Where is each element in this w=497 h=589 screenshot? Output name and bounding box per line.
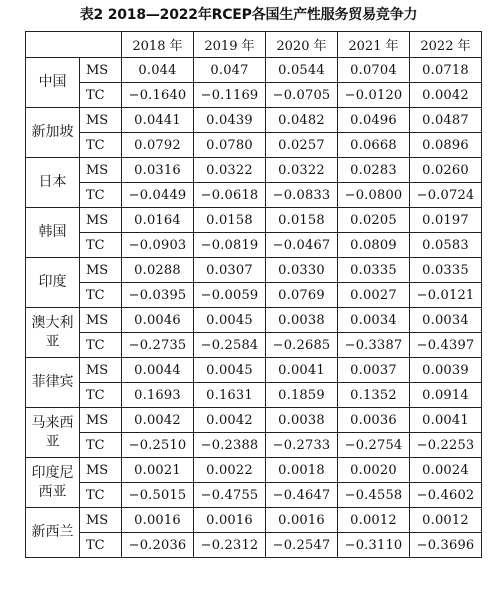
tc-value-cell: 0.0027 (338, 283, 410, 308)
ms-value-cell: 0.0704 (338, 58, 410, 83)
ms-value-cell: 0.0544 (266, 58, 338, 83)
metric-label-tc: TC (80, 283, 122, 308)
table-caption: 表2 2018—2022年RCEP各国生产性服务贸易竞争力 (79, 7, 418, 23)
ms-value-cell: 0.0044 (122, 358, 194, 383)
tc-value-cell: −0.2547 (266, 533, 338, 558)
year-header: 2021 年 (338, 32, 410, 58)
tc-value-cell: −0.2312 (194, 533, 266, 558)
tc-value-cell: 0.0809 (338, 233, 410, 258)
tc-value-cell: 0.0792 (122, 133, 194, 158)
tc-value-cell: −0.1169 (194, 83, 266, 108)
ms-value-cell: 0.0496 (338, 108, 410, 133)
tc-value-cell: 0.0042 (410, 83, 482, 108)
metric-label-tc: TC (80, 83, 122, 108)
ms-value-cell: 0.0288 (122, 258, 194, 283)
ms-value-cell: 0.0283 (338, 158, 410, 183)
tc-value-cell: −0.2388 (194, 433, 266, 458)
ms-value-cell: 0.0042 (194, 408, 266, 433)
table-row-tc (26, 483, 482, 508)
ms-value-cell: 0.0260 (410, 158, 482, 183)
tc-value-cell: −0.3387 (338, 333, 410, 358)
tc-value-cell: −0.2510 (122, 433, 194, 458)
table-row-ms (26, 208, 482, 233)
ms-value-cell: 0.0335 (338, 258, 410, 283)
table-body (26, 58, 482, 558)
table-row-ms (26, 458, 482, 483)
country-cell: 新加坡 (26, 108, 80, 158)
country-cell: 新西兰 (26, 508, 80, 558)
tc-value-cell: −0.0395 (122, 283, 194, 308)
country-cell: 韩国 (26, 208, 80, 258)
ms-value-cell: 0.0045 (194, 308, 266, 333)
ms-value-cell: 0.0016 (194, 508, 266, 533)
ms-value-cell: 0.0205 (338, 208, 410, 233)
metric-label-ms: MS (80, 408, 122, 433)
ms-value-cell: 0.0158 (194, 208, 266, 233)
table-row-tc (26, 83, 482, 108)
tc-value-cell: 0.1352 (338, 383, 410, 408)
tc-value-cell: 0.0914 (410, 383, 482, 408)
ms-value-cell: 0.0022 (194, 458, 266, 483)
ms-value-cell: 0.0012 (338, 508, 410, 533)
header-row (26, 32, 482, 58)
metric-label-ms: MS (80, 158, 122, 183)
tc-value-cell: 0.1693 (122, 383, 194, 408)
tc-value-cell: 0.0668 (338, 133, 410, 158)
ms-value-cell: 0.0487 (410, 108, 482, 133)
tc-value-cell: −0.4397 (410, 333, 482, 358)
ms-value-cell: 0.0034 (338, 308, 410, 333)
metric-label-tc: TC (80, 133, 122, 158)
table-row-ms (26, 408, 482, 433)
tc-value-cell: −0.0120 (338, 83, 410, 108)
tc-value-cell: 0.0257 (266, 133, 338, 158)
tc-value-cell: 0.0780 (194, 133, 266, 158)
country-cell: 马来西亚 (26, 408, 80, 458)
ms-value-cell: 0.0020 (338, 458, 410, 483)
tc-value-cell: −0.4602 (410, 483, 482, 508)
tc-value-cell: −0.5015 (122, 483, 194, 508)
table-row-tc (26, 133, 482, 158)
table-row-tc (26, 433, 482, 458)
tc-value-cell: −0.4755 (194, 483, 266, 508)
table-row-ms (26, 258, 482, 283)
metric-label-ms: MS (80, 58, 122, 83)
tc-value-cell: −0.3110 (338, 533, 410, 558)
country-cell: 澳大利亚 (26, 308, 80, 358)
tc-value-cell: 0.1859 (266, 383, 338, 408)
table-row-tc (26, 333, 482, 358)
table-row-tc (26, 383, 482, 408)
metric-label-ms: MS (80, 208, 122, 233)
ms-value-cell: 0.0041 (410, 408, 482, 433)
tc-value-cell: −0.0903 (122, 233, 194, 258)
tc-value-cell: −0.2685 (266, 333, 338, 358)
metric-label-ms: MS (80, 258, 122, 283)
ms-value-cell: 0.047 (194, 58, 266, 83)
ms-value-cell: 0.0307 (194, 258, 266, 283)
ms-value-cell: 0.0038 (266, 308, 338, 333)
year-header: 2020 年 (266, 32, 338, 58)
ms-value-cell: 0.0046 (122, 308, 194, 333)
metric-label-ms: MS (80, 458, 122, 483)
ms-value-cell: 0.0039 (410, 358, 482, 383)
metric-label-tc: TC (80, 433, 122, 458)
metric-label-ms: MS (80, 108, 122, 133)
tc-value-cell: −0.2754 (338, 433, 410, 458)
ms-value-cell: 0.0322 (194, 158, 266, 183)
tc-value-cell: −0.1640 (122, 83, 194, 108)
metric-label-ms: MS (80, 358, 122, 383)
ms-value-cell: 0.0012 (410, 508, 482, 533)
year-header: 2019 年 (194, 32, 266, 58)
metric-label-tc: TC (80, 233, 122, 258)
ms-value-cell: 0.0482 (266, 108, 338, 133)
table-row-tc (26, 233, 482, 258)
metric-label-ms: MS (80, 508, 122, 533)
competitiveness-table (25, 31, 482, 558)
tc-value-cell: −0.0059 (194, 283, 266, 308)
tc-value-cell: 0.0896 (410, 133, 482, 158)
ms-value-cell: 0.0036 (338, 408, 410, 433)
ms-value-cell: 0.0016 (122, 508, 194, 533)
tc-value-cell: −0.4647 (266, 483, 338, 508)
ms-value-cell: 0.0322 (266, 158, 338, 183)
tc-value-cell: −0.0724 (410, 183, 482, 208)
country-cell: 日本 (26, 158, 80, 208)
year-header: 2022 年 (410, 32, 482, 58)
metric-label-tc: TC (80, 383, 122, 408)
country-cell: 印度尼西亚 (26, 458, 80, 508)
tc-value-cell: −0.2733 (266, 433, 338, 458)
table-row-tc (26, 533, 482, 558)
tc-value-cell: 0.0583 (410, 233, 482, 258)
tc-value-cell: −0.2584 (194, 333, 266, 358)
metric-label-tc: TC (80, 533, 122, 558)
corner-cell (26, 32, 122, 58)
ms-value-cell: 0.0335 (410, 258, 482, 283)
country-cell: 菲律宾 (26, 358, 80, 408)
table-row-ms (26, 308, 482, 333)
tc-value-cell: −0.0618 (194, 183, 266, 208)
tc-value-cell: −0.2036 (122, 533, 194, 558)
tc-value-cell: 0.0769 (266, 283, 338, 308)
metric-label-ms: MS (80, 308, 122, 333)
metric-label-tc: TC (80, 483, 122, 508)
table-row-tc (26, 183, 482, 208)
ms-value-cell: 0.044 (122, 58, 194, 83)
country-cell: 印度 (26, 258, 80, 308)
table-row-ms (26, 108, 482, 133)
tc-value-cell: −0.0800 (338, 183, 410, 208)
table-row-ms (26, 58, 482, 83)
table-row-tc (26, 283, 482, 308)
tc-value-cell: −0.0833 (266, 183, 338, 208)
ms-value-cell: 0.0718 (410, 58, 482, 83)
metric-label-tc: TC (80, 333, 122, 358)
tc-value-cell: −0.0121 (410, 283, 482, 308)
tc-value-cell: −0.2735 (122, 333, 194, 358)
tc-value-cell: −0.2253 (410, 433, 482, 458)
ms-value-cell: 0.0016 (266, 508, 338, 533)
ms-value-cell: 0.0439 (194, 108, 266, 133)
tc-value-cell: −0.4558 (338, 483, 410, 508)
ms-value-cell: 0.0045 (194, 358, 266, 383)
ms-value-cell: 0.0037 (338, 358, 410, 383)
tc-value-cell: −0.0467 (266, 233, 338, 258)
ms-value-cell: 0.0441 (122, 108, 194, 133)
ms-value-cell: 0.0164 (122, 208, 194, 233)
tc-value-cell: −0.0819 (194, 233, 266, 258)
tc-value-cell: 0.1631 (194, 383, 266, 408)
year-header: 2018 年 (122, 32, 194, 58)
table-row-ms (26, 158, 482, 183)
table-row-ms (26, 358, 482, 383)
ms-value-cell: 0.0042 (122, 408, 194, 433)
table-row-ms (26, 508, 482, 533)
metric-label-tc: TC (80, 183, 122, 208)
tc-value-cell: −0.3696 (410, 533, 482, 558)
ms-value-cell: 0.0038 (266, 408, 338, 433)
ms-value-cell: 0.0041 (266, 358, 338, 383)
tc-value-cell: −0.0449 (122, 183, 194, 208)
ms-value-cell: 0.0024 (410, 458, 482, 483)
ms-value-cell: 0.0158 (266, 208, 338, 233)
ms-value-cell: 0.0021 (122, 458, 194, 483)
tc-value-cell: −0.0705 (266, 83, 338, 108)
ms-value-cell: 0.0330 (266, 258, 338, 283)
ms-value-cell: 0.0018 (266, 458, 338, 483)
ms-value-cell: 0.0034 (410, 308, 482, 333)
ms-value-cell: 0.0316 (122, 158, 194, 183)
ms-value-cell: 0.0197 (410, 208, 482, 233)
country-cell: 中国 (26, 58, 80, 108)
